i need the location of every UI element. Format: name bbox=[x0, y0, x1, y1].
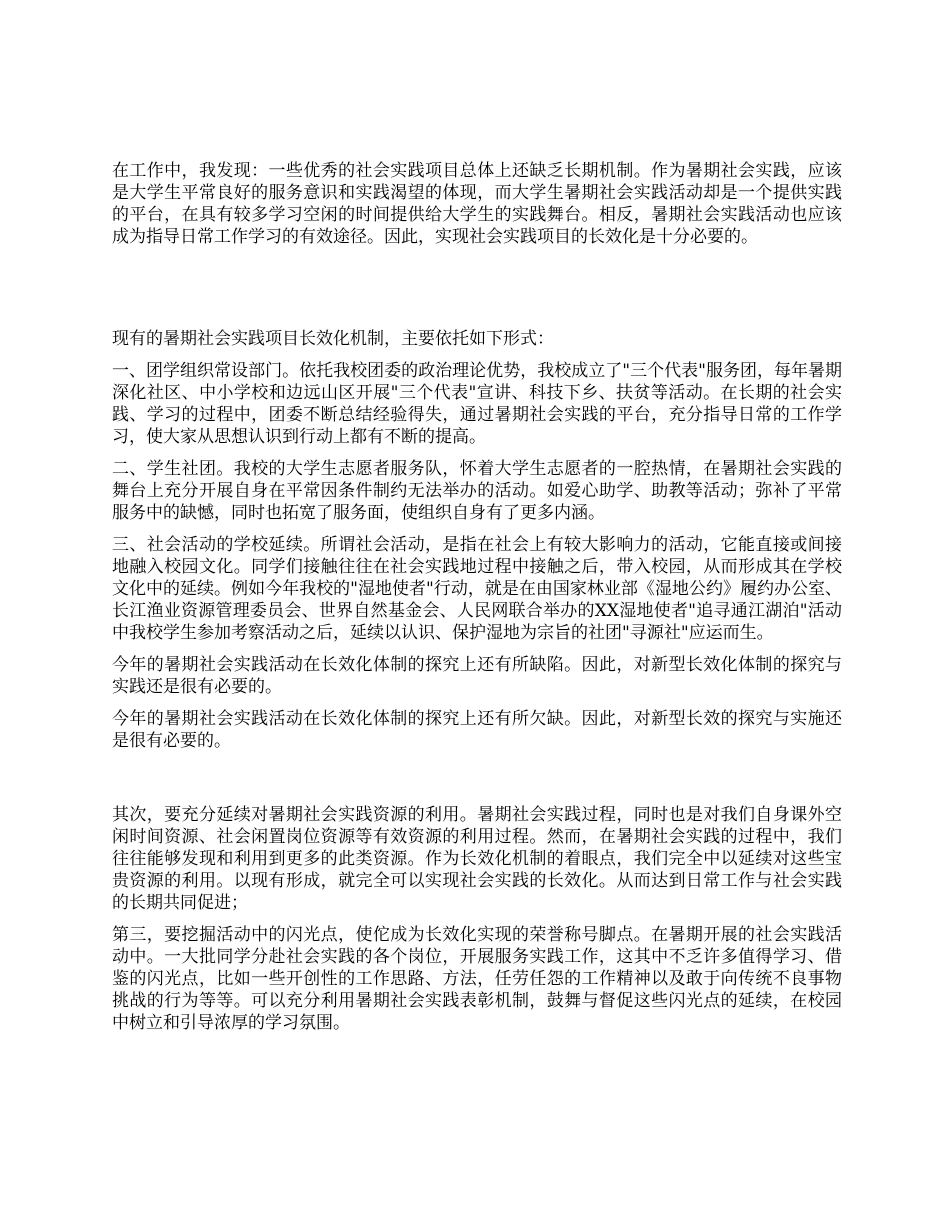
spacer bbox=[112, 258, 842, 328]
paragraph-form-3: 三、社会活动的学校延续。所谓社会活动，是指在社会上有较大影响力的活动，它能直接或间接地融入校园文化。同学们接触往往在社会实践地过程中接触之后，带入校园，从而形成其在学校文化中的延续。例如今年我校的"湿地使者"行动，就是在由国家林业部《湿地公约》履约办公室、长江渔业资源管理委员会、世界自然基金会、人民网联合举办的XX湿地使者"追寻通江湖泊"活动中我校学生参加考察活动之后，延续以认识、保护湿地为宗旨的社团"寻源社"应运而生。 bbox=[112, 535, 842, 643]
paragraph-form-1: 一、团学组织常设部门。依托我校团委的政治理论优势，我校成立了"三个代表"服务团，每年暑期深化社区、中小学校和边远山区开展"三个代表"宣讲、科技下乡、扶贫等活动。在长期的社会实践、学习的过程中，团委不断总结经验得失，通过暑期社会实践的平台，充分指导日常的工作学习，使大家从思想认识到行动上都有不断的提高。 bbox=[112, 361, 842, 447]
paragraph-shortcoming-1: 今年的暑期社会实践活动在长效化体制的探究上还有所缺陷。因此，对新型长效化体制的探究与实践还是很有必要的。 bbox=[112, 655, 842, 697]
paragraph-forms-lead: 现有的暑期社会实践项目长效化机制，主要依托如下形式： bbox=[112, 329, 554, 349]
paragraph-shortcoming-2: 今年的暑期社会实践活动在长效化体制的探究上还有所欠缺。因此，对新型长效的探究与实施还是很有必要的。 bbox=[112, 709, 842, 751]
paragraph-second: 其次，要充分延续对暑期社会实践资源的利用。暑期社会实践过程，同时也是对我们自身课外空闲时间资源、社会闲置岗位资源等有效资源的利用过程。然而，在暑期社会实践的过程中，我们往往能够发现和利用到更多的此类资源。作为长效化机制的着眼点，我们完全中以延续对这些宝贵资源的利用。以现有形成，就完全可以实现社会实践的长效化。从而达到日常工作与社会实践的长期共同促进； bbox=[112, 805, 842, 913]
paragraph-third: 第三，要挖掘活动中的闪光点，使佗成为长效化实现的荣誉称号脚点。在暑期开展的社会实践活动中。一大批同学分赴社会实践的各个岗位，开展服务实践工作，这其中不乏许多值得学习、借鉴的闪光点，比如一些开创性的工作思路、方法，任劳任怨的工作精神以及敢于向传统不良事物挑战的行为等等。可以充分利用暑期社会实践表彰机制，鼓舞与督促这些闪光点的延续，在校园中树立和引导浓厚的学习氛围。 bbox=[112, 925, 842, 1033]
paragraph-intro: 在工作中，我发现：一些优秀的社会实践项目总体上还缺乏长期机制。作为暑期社会实践，应该是大学生平常良好的服务意识和实践渴望的体现，而大学生暑期社会实践活动却是一个提供实践的平台，在具有较多学习空闲的时间提供给大学生的实践舞台。相反，暑期社会实践活动也应该成为指导日常工作学习的有效途径。因此，实现社会实践项目的长效化是十分必要的。 bbox=[112, 161, 842, 247]
document-body bbox=[112, 160, 842, 1044]
spacer bbox=[112, 762, 842, 804]
paragraph-form-2: 二、学生社团。我校的大学生志愿者服务队，怀着大学生志愿者的一腔热情，在暑期社会实践的舞台上充分开展自身在平常因条件制约无法举办的活动。如爱心助学、助教等活动；弥补了平常服务中的缺憾，同时也拓宽了服务面，使组织自身有了更多内涵。 bbox=[112, 459, 842, 523]
